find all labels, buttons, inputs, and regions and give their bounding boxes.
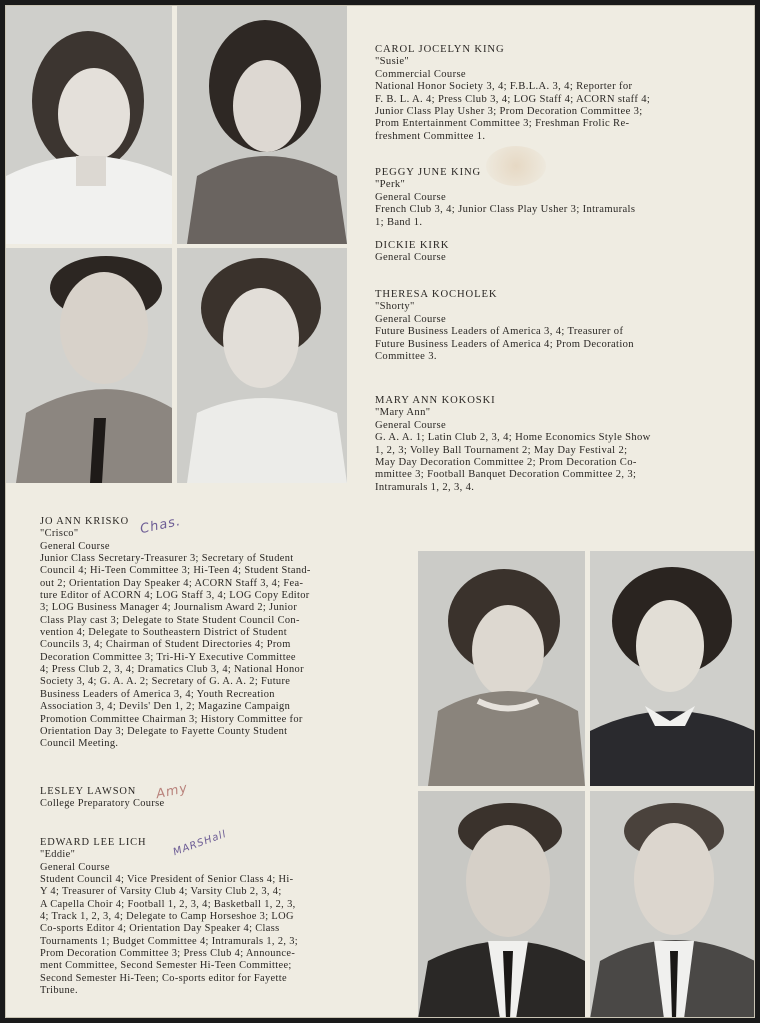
portrait-photo — [6, 248, 172, 483]
student-bio: THERESA KOCHOLEK "Shorty" General Course Future Business Leaders of America 3, 4; Treasurer of Future Business Leaders of America 4; Prom Decoration Committee 3. — [375, 289, 755, 363]
student-bio: LESLEY LAWSON College Preparatory Course — [40, 786, 418, 811]
portrait-photo — [177, 6, 347, 244]
portrait-photo — [418, 551, 585, 786]
student-name: MARY ANN KOKOSKI — [375, 395, 496, 406]
handwritten-note: Amy — [154, 780, 190, 803]
student-bio: DICKIE KIRK General Course — [375, 240, 755, 265]
student-name: DICKIE KIRK — [375, 240, 450, 251]
student-bio: PEGGY JUNE KING "Perk" General Course French Club 3, 4; Junior Class Play Usher 3; Intramurals 1; Band 1. — [375, 167, 755, 229]
student-bio: EDWARD LEE LICH "Eddie" General Course Student Council 4; Vice President of Senior Class 4; Hi- Y 4; Treasurer of Varsity Club 4; Varsity Club 2, 3, 4; A Capella Choir 4; Football 1, 2, 3, 4; Basketball 1, 2, 3, 4; Track 1, 2, 3, 4; Delegate to Camp Horseshoe 3; LOG Co-sports Editor 4; Orientation Day Speaker 4; Class Tournaments 1; Budget Committee 4; Intramurals 1, 2, 3; Prom Decoration Committee 3; Press Club 4; Announce- ment Committee, Second Semester Hi-Teen Committee; Second Semester Hi-Teen; Co-sports editor for Fayette Tribune. — [40, 837, 418, 997]
student-bio: MARY ANN KOKOSKI "Mary Ann" General Course G. A. A. 1; Latin Club 2, 3, 4; Home Economics Style Show 1, 2, 3; Volley Ball Tournament 2; May Day Festival 2; May Day Decoration Committee 2; Prom Decoration Co- mmittee 3; Football Banquet Decoration Committee 2, 3; Intramurals 1, 2, 3, 4. — [375, 395, 755, 494]
portrait-photo — [177, 248, 347, 483]
student-name: PEGGY JUNE KING — [375, 167, 482, 178]
paper-stain — [486, 146, 546, 186]
student-name: CAROL JOCELYN KING — [375, 44, 505, 55]
portrait-photo — [590, 791, 755, 1018]
portrait-photo — [418, 791, 585, 1018]
student-bio: CAROL JOCELYN KING "Susie" Commercial Course National Honor Society 3, 4; F.B.L.A. 3, 4; Reporter for F. B. L. A. 4; Press Club 3, 4; LOG Staff 4; ACORN staff 4; Junior Class Play Usher 3; Prom Decoration Committee 3; Prom Entertainment Committee 3; Freshman Frolic Re- freshment Committee 1. — [375, 44, 755, 143]
handwritten-note: MARSHall — [171, 828, 229, 859]
portrait-photo — [590, 551, 755, 786]
portrait-photo — [6, 6, 172, 244]
student-name: EDWARD LEE LICH — [40, 837, 147, 848]
student-name: JO ANN KRISKO — [40, 516, 130, 527]
handwritten-note: Chas. — [138, 513, 183, 538]
student-name: THERESA KOCHOLEK — [375, 289, 498, 300]
student-bio: JO ANN KRISKO "Crisco" General Course Junior Class Secretary-Treasurer 3; Secretary of Student Council 4; Hi-Teen Committee 3; Hi-Teen 4; Student Stand- out 2; Orientation Day Speaker 4; ACORN Staff 3, 4; Fea- ture Editor of ACORN 4; LOG Staff 3, 4; LOG Copy Editor 3; LOG Business Manager 4; Journalism Award 2; Junior Class Play cast 3; Delegate to State Student Council Con- vention 4; Delegate to Southeastern District of Student Councils 3, 4; Chairman of Student Directories 4; Prom Decoration Committee 3; Tri-Hi-Y Executive Committee 4; Press Club 2, 3, 4; Dramatics Club 3, 4; National Honor Society 3, 4; G. A. A. 2; Secretary of G. A. A. 2; Future Business Leaders of America 3, 4; Youth Recreation Association 3, 4; Devils' Den 1, 2; Magazine Campaign Promotion Committee Chairman 3; History Committee for Orientation Day 3; Delegate to Fayette County Student Council Meeting. — [40, 516, 418, 751]
student-name: LESLEY LAWSON — [40, 786, 137, 797]
yearbook-page — [5, 5, 755, 1018]
